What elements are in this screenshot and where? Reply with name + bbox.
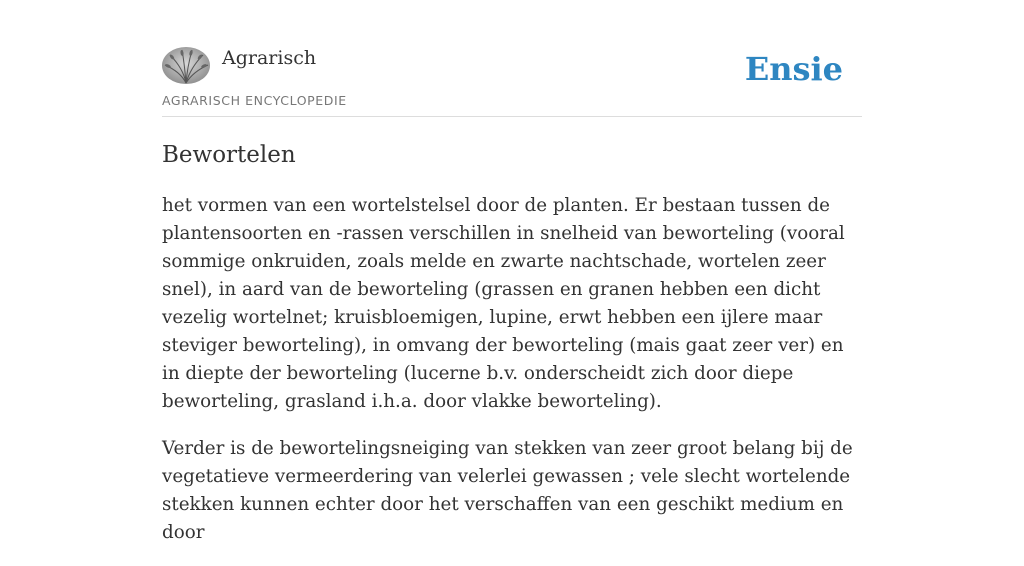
site-subtitle: AGRARISCH ENCYCLOPEDIE xyxy=(162,93,347,108)
article-title: Bewortelen xyxy=(162,142,296,168)
article-paragraph: het vormen van een wortelstelsel door de planten. Er bestaan tussen de plantensoorten en -rassen verschillen in snelheid van beworteling (vooral sommige onkruiden, zoals melde en zwarte nachtschade, wortelen zeer snel), in aard van de beworteling (grassen en granen hebben een dicht vezelig wortelnet; kruisbloemigen, lupine, erwt hebben een ijlere maar steviger beworteling), in omvang der beworteling (mais gaat zeer ver) en in diepte der beworteling (lucerne b.v. onderscheidt zich door diepe beworteling, grasland i.h.a. door vlakke beworteling). xyxy=(162,195,845,412)
article-paragraph: Verder is de bewortelingsneiging van stekken van zeer groot belang bij de vegetatieve vermeerdering van velerlei gewassen ; vele slecht wortelende stekken kunnen echter door het verschaffen van een geschikt medium en door xyxy=(162,438,853,543)
brand-logo-link[interactable]: Ensie xyxy=(744,50,843,88)
article-body xyxy=(162,192,862,566)
site-header xyxy=(162,46,862,117)
site-name-link[interactable]: Agrarisch xyxy=(222,47,317,69)
wheat-icon[interactable] xyxy=(162,47,210,84)
